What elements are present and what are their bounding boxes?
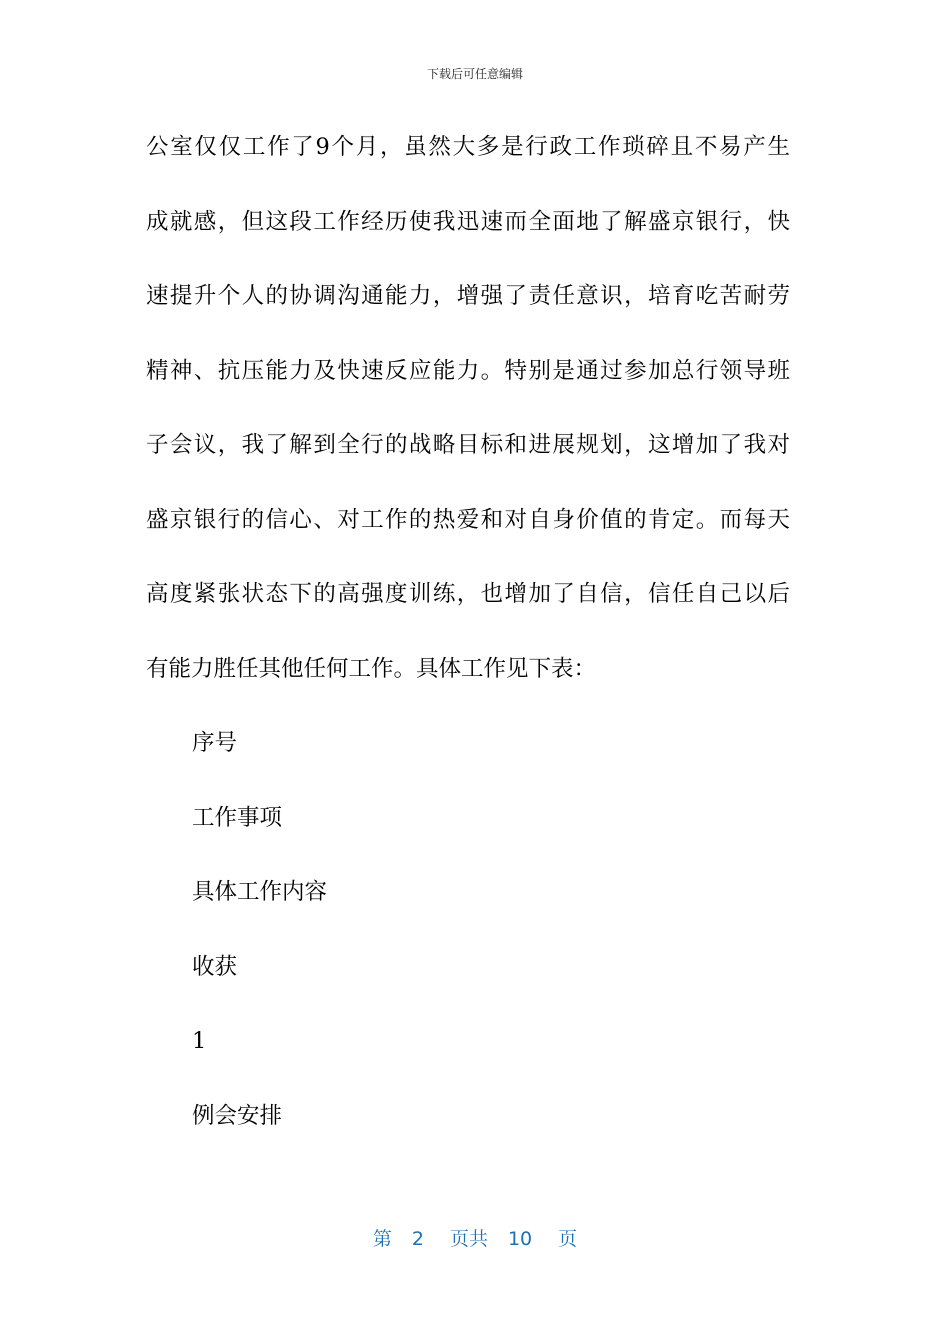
footer-suffix: 页 (558, 1228, 578, 1250)
body-line: 有能力胜任其他任何工作。具体工作见下表： (146, 655, 597, 682)
body-line: 盛京银行的信心、对工作的热爱和对自身价值的肯定。而每天 (146, 506, 790, 533)
page-header (0, 66, 950, 82)
footer-middle: 页共 (449, 1228, 488, 1250)
body-line: 速提升个人的协调沟通能力，增强了责任意识，培育吃苦耐劳 (146, 283, 790, 309)
body-line: 公室仅仅工作了9个月，虽然大多是行政工作琐碎且不易产生 (146, 134, 790, 160)
table-header-index: 序号 (192, 730, 238, 756)
footer-total-pages: 10 (507, 1228, 533, 1250)
body-line: 成就感，但这段工作经历使我迅速而全面地了解盛京银行，快 (146, 208, 790, 235)
page-footer (0, 1226, 950, 1252)
table-header-task: 工作事项 (192, 804, 283, 831)
table-header-gain: 收获 (192, 953, 238, 980)
footer-current-page: 2 (411, 1228, 424, 1250)
body-line: 精神、抗压能力及快速反应能力。特别是通过参加总行领导班 (146, 357, 790, 384)
body-paragraph (146, 126, 790, 722)
header-text: 下载后可任意编辑 (426, 67, 523, 81)
footer-prefix: 第 (372, 1228, 392, 1250)
table-header-content: 具体工作内容 (192, 879, 328, 905)
table-cell-index: 1 (192, 1028, 207, 1054)
body-line: 子会议，我了解到全行的战略目标和进展规划，这增加了我对 (146, 432, 790, 458)
table-cell-task: 例会安排 (192, 1102, 283, 1129)
work-table-list (192, 722, 327, 1169)
body-line: 高度紧张状态下的高强度训练，也增加了自信，信任自己以后 (146, 581, 790, 607)
